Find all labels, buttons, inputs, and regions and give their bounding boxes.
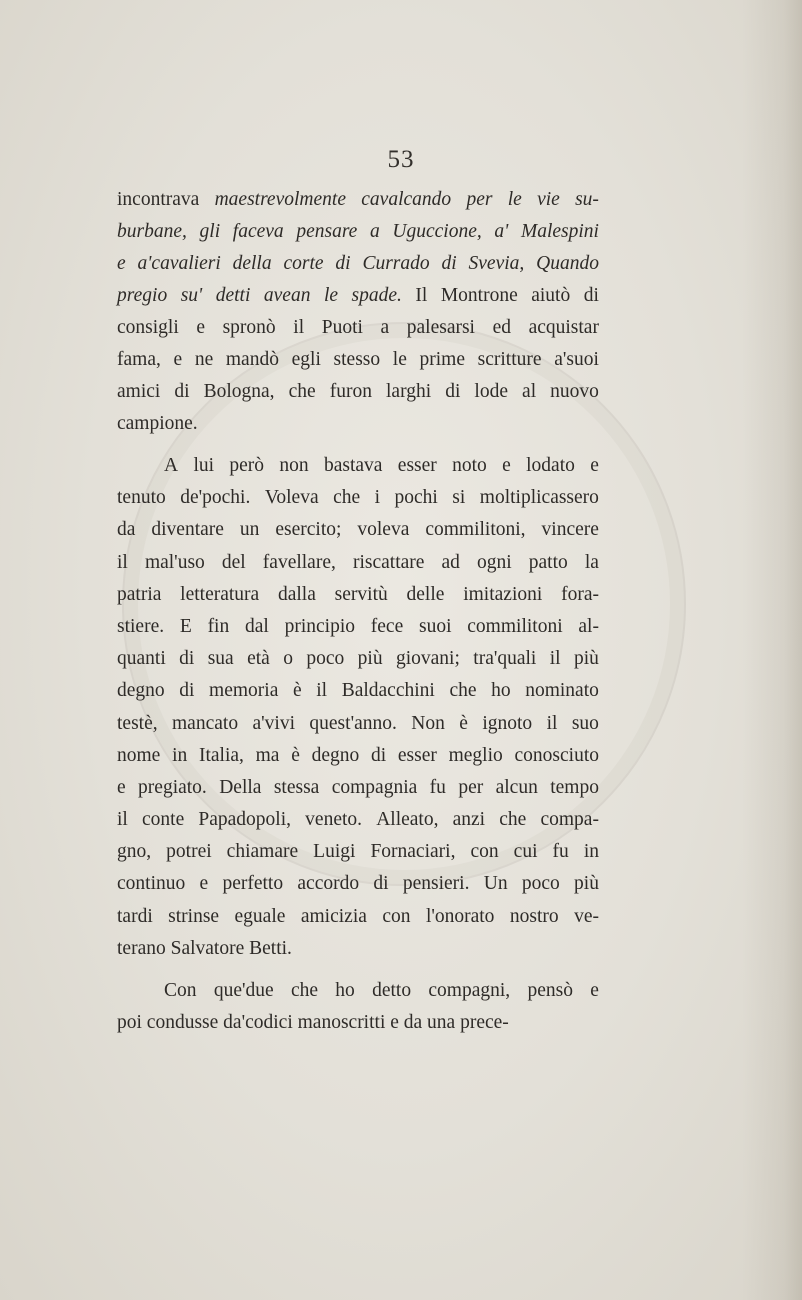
word: per	[458, 776, 484, 798]
word: mandò	[225, 349, 279, 370]
word: è	[292, 680, 302, 702]
word: Puoti	[321, 317, 363, 338]
word: per	[466, 189, 493, 210]
word: prece-	[460, 1012, 509, 1033]
word: l'onorato	[425, 905, 495, 927]
word: a	[370, 221, 380, 242]
page-edge-shadow	[742, 0, 802, 1300]
word: maestrevolmente	[214, 189, 346, 210]
word: egli	[291, 349, 321, 370]
word: riscattare	[352, 551, 425, 573]
word: spronò	[222, 317, 276, 338]
word: compagni,	[428, 980, 511, 1001]
word: pensieri.	[402, 873, 470, 895]
text-line	[117, 901, 599, 933]
word: a'suoi	[554, 349, 599, 370]
word: suoi	[419, 615, 452, 637]
word: è	[459, 712, 468, 734]
word: a'cavalieri	[137, 253, 221, 274]
word: potrei	[166, 841, 212, 863]
word: e	[173, 349, 183, 370]
word: mal'uso	[144, 551, 205, 573]
word: bastava	[323, 455, 383, 476]
word: Malespini	[520, 221, 599, 242]
word: quanti	[117, 648, 166, 670]
word: incontrava	[117, 189, 200, 210]
word: una	[427, 1012, 456, 1033]
word: Svevia,	[468, 253, 525, 274]
word: noto	[452, 455, 487, 476]
word: da'codici	[223, 1012, 293, 1033]
word: ad	[441, 551, 460, 573]
word: Salvatore	[170, 937, 245, 959]
text-line	[117, 804, 599, 836]
word: accordo	[297, 873, 360, 895]
word: ma	[255, 744, 280, 766]
word: larghi	[386, 381, 432, 402]
word: fin	[207, 615, 230, 637]
word: la	[584, 551, 599, 573]
word: un	[239, 519, 260, 541]
word: del	[221, 551, 246, 573]
word: da	[403, 1012, 423, 1033]
word: aiutò	[531, 285, 571, 306]
text-line	[117, 184, 599, 216]
word: a	[380, 317, 390, 338]
word: meglio	[448, 744, 503, 766]
word: terano	[117, 937, 166, 959]
word: degno	[117, 680, 165, 702]
word: conosciuto	[514, 744, 599, 766]
word: in	[583, 841, 599, 863]
text-line	[117, 547, 599, 579]
word: tardi	[117, 905, 153, 927]
text-line	[117, 740, 599, 772]
word: in	[172, 744, 188, 766]
word: pregio	[117, 285, 168, 306]
word: al	[522, 381, 537, 402]
word: amici	[117, 381, 161, 402]
word: e	[502, 455, 511, 476]
word: diventare	[151, 519, 224, 541]
word: fora-	[561, 583, 599, 605]
word: acquistar	[528, 317, 599, 338]
text-line	[117, 248, 599, 280]
word: que'due	[213, 980, 274, 1001]
word: con	[382, 905, 411, 927]
text-line	[117, 868, 599, 900]
paragraph-gap	[117, 440, 599, 450]
word: nome	[117, 744, 161, 766]
word: Papadopoli,	[198, 809, 292, 831]
word: il	[546, 712, 558, 734]
word: e	[196, 317, 205, 338]
word: le	[323, 285, 339, 306]
word: nuovo	[550, 381, 599, 402]
word: voleva	[357, 519, 410, 541]
word: nominato	[525, 680, 599, 702]
word: spade.	[351, 285, 402, 306]
paragraph	[117, 450, 599, 965]
text-line	[117, 1007, 599, 1039]
word: commilitoni	[467, 615, 563, 637]
word: che	[499, 809, 527, 831]
word: E	[179, 615, 192, 637]
word: il	[117, 809, 128, 831]
word: Fornaciari,	[370, 841, 456, 863]
text-line	[117, 708, 599, 740]
word: fece	[370, 615, 404, 637]
word: vincere	[541, 519, 599, 541]
word: stesso	[333, 349, 381, 370]
word: ne	[194, 349, 214, 370]
word: poi	[117, 1012, 142, 1033]
word: di	[445, 381, 461, 402]
text-line	[117, 675, 599, 707]
word: sua	[207, 648, 234, 670]
word: chiamare	[226, 841, 299, 863]
word: Un	[483, 873, 508, 895]
word: manoscritti	[297, 1012, 386, 1033]
word: burbane,	[117, 221, 187, 242]
word: compa-	[540, 809, 599, 831]
word: di	[335, 253, 351, 274]
word: che	[449, 680, 477, 702]
word: pochi	[394, 487, 438, 509]
word: detti	[215, 285, 251, 306]
word: ve-	[574, 905, 599, 927]
word: i	[374, 487, 381, 509]
word: il	[293, 317, 305, 338]
word: Bologna,	[203, 381, 275, 402]
word: della	[232, 253, 272, 274]
text-line	[117, 450, 599, 482]
text-line	[117, 344, 599, 376]
word: Italia,	[198, 744, 244, 766]
word: alcun	[495, 776, 538, 798]
word: più	[574, 873, 599, 895]
word: di	[373, 873, 389, 895]
word: tra'quali	[473, 648, 537, 670]
word: testè,	[117, 712, 158, 734]
word: consigli	[117, 317, 179, 338]
word: e	[117, 253, 126, 274]
word: e	[199, 873, 209, 895]
word: gno,	[117, 841, 152, 863]
word: tenuto	[117, 487, 166, 509]
word: lode	[474, 381, 508, 402]
word: stessa	[273, 776, 320, 798]
word: il	[117, 551, 128, 573]
word: Betti.	[249, 937, 292, 959]
word: fu	[552, 841, 569, 863]
text-line	[117, 643, 599, 675]
text-line	[117, 579, 599, 611]
word: fama,	[117, 349, 161, 370]
text-line	[117, 482, 599, 514]
text-line	[117, 312, 599, 344]
word: le	[507, 189, 522, 210]
word: più	[573, 648, 599, 670]
word: Montrone	[440, 285, 518, 306]
word: su-	[575, 189, 599, 210]
word: anzi	[452, 809, 486, 831]
word: il	[316, 680, 328, 702]
word: di	[174, 381, 190, 402]
word: Luigi	[313, 841, 356, 863]
word: strinse	[168, 905, 220, 927]
word: da	[117, 519, 136, 541]
word: conte	[142, 809, 185, 831]
word: esercito;	[275, 519, 342, 541]
word: favellare,	[262, 551, 336, 573]
paragraph	[117, 184, 599, 440]
text-line	[117, 376, 599, 408]
word: veneto.	[305, 809, 363, 831]
word: su'	[180, 285, 203, 306]
text-line	[117, 280, 599, 312]
word: Non	[411, 712, 445, 734]
word: Currado	[362, 253, 430, 274]
word: faceva	[232, 221, 284, 242]
word: ogni	[477, 551, 512, 573]
word: Alleato,	[376, 809, 439, 831]
word: patto	[528, 551, 568, 573]
word: degno	[311, 744, 360, 766]
word: de'pochi.	[180, 487, 251, 509]
word: pregiato.	[138, 776, 207, 798]
word: e	[390, 1012, 399, 1033]
word: moltiplicassero	[479, 487, 599, 509]
word: delle	[406, 583, 445, 605]
word: poco	[521, 873, 560, 895]
word: condusse	[146, 1012, 219, 1033]
word: suo	[571, 712, 599, 734]
word: Della	[219, 776, 262, 798]
word: di	[370, 744, 387, 766]
word: e	[590, 455, 599, 476]
word: a'	[494, 221, 509, 242]
word: che	[288, 381, 316, 402]
word: imitazioni	[463, 583, 543, 605]
word: memoria	[209, 680, 279, 702]
word: a'vivi	[252, 712, 295, 734]
word: cui	[513, 841, 538, 863]
text-line	[117, 975, 599, 1007]
word: detto	[372, 980, 412, 1001]
word: il	[549, 648, 561, 670]
word: palesarsi	[406, 317, 475, 338]
word: Con	[164, 980, 197, 1001]
text-line	[117, 408, 599, 440]
word: letteratura	[180, 583, 260, 605]
word: dal	[245, 615, 269, 637]
text-line	[117, 772, 599, 804]
word: nostro	[509, 905, 559, 927]
word: quest'anno.	[309, 712, 397, 734]
word: si	[452, 487, 466, 509]
word: stiere.	[117, 615, 165, 637]
word: giovani;	[395, 648, 460, 670]
paragraph-gap	[117, 965, 599, 975]
word: età	[247, 648, 270, 670]
word: non	[279, 455, 309, 476]
word: servitù	[334, 583, 388, 605]
text-line	[117, 514, 599, 546]
word: e	[590, 980, 599, 1001]
word: poco	[306, 648, 345, 670]
word: compagnia	[331, 776, 418, 798]
word: A	[164, 455, 179, 476]
word: è	[291, 744, 300, 766]
text-line	[117, 216, 599, 248]
word: cavalcando	[361, 189, 452, 210]
word: ed	[492, 317, 511, 338]
word: Il	[415, 285, 428, 306]
paragraph	[117, 975, 599, 1039]
word: esser	[397, 744, 437, 766]
word: di	[179, 680, 195, 702]
word: con	[470, 841, 499, 863]
word: corte	[283, 253, 324, 274]
word: ignoto	[482, 712, 533, 734]
word: amicizia	[300, 905, 367, 927]
word: gli	[199, 221, 221, 242]
word: pensare	[296, 221, 358, 242]
word: di	[583, 285, 599, 306]
word: tempo	[550, 776, 599, 798]
text-line	[117, 611, 599, 643]
text-line	[117, 836, 599, 868]
word: fu	[429, 776, 446, 798]
word: avean	[263, 285, 311, 306]
word: campione.	[117, 413, 198, 434]
word: mancato	[172, 712, 239, 734]
word: di	[179, 648, 195, 670]
word: di	[441, 253, 457, 274]
word: più	[357, 648, 383, 670]
word: che	[333, 487, 361, 509]
word: dalla	[277, 583, 316, 605]
word: esser	[397, 455, 437, 476]
word: eguale	[234, 905, 286, 927]
word: le	[392, 349, 407, 370]
text-line	[117, 933, 599, 965]
body-text	[117, 184, 599, 1039]
word: vie	[537, 189, 560, 210]
word: patria	[117, 583, 162, 605]
word: però	[229, 455, 265, 476]
word: ho	[491, 680, 511, 702]
word: continuo	[117, 873, 186, 895]
word: al-	[578, 615, 599, 637]
word: pensò	[527, 980, 573, 1001]
word: furon	[329, 381, 372, 402]
word: perfetto	[222, 873, 284, 895]
word: Uguccione,	[392, 221, 482, 242]
word: lodato	[526, 455, 575, 476]
word: Voleva	[264, 487, 319, 509]
word: o	[283, 648, 293, 670]
word: ho	[335, 980, 355, 1001]
word: che	[290, 980, 318, 1001]
page-number: 53	[387, 146, 415, 173]
word: prime	[419, 349, 465, 370]
word: e	[117, 776, 126, 798]
word: commilitoni,	[425, 519, 526, 541]
word: scritture	[477, 349, 542, 370]
word: lui	[193, 455, 215, 476]
word: Quando	[536, 253, 599, 274]
word: principio	[284, 615, 355, 637]
word: Baldacchini	[341, 680, 435, 702]
